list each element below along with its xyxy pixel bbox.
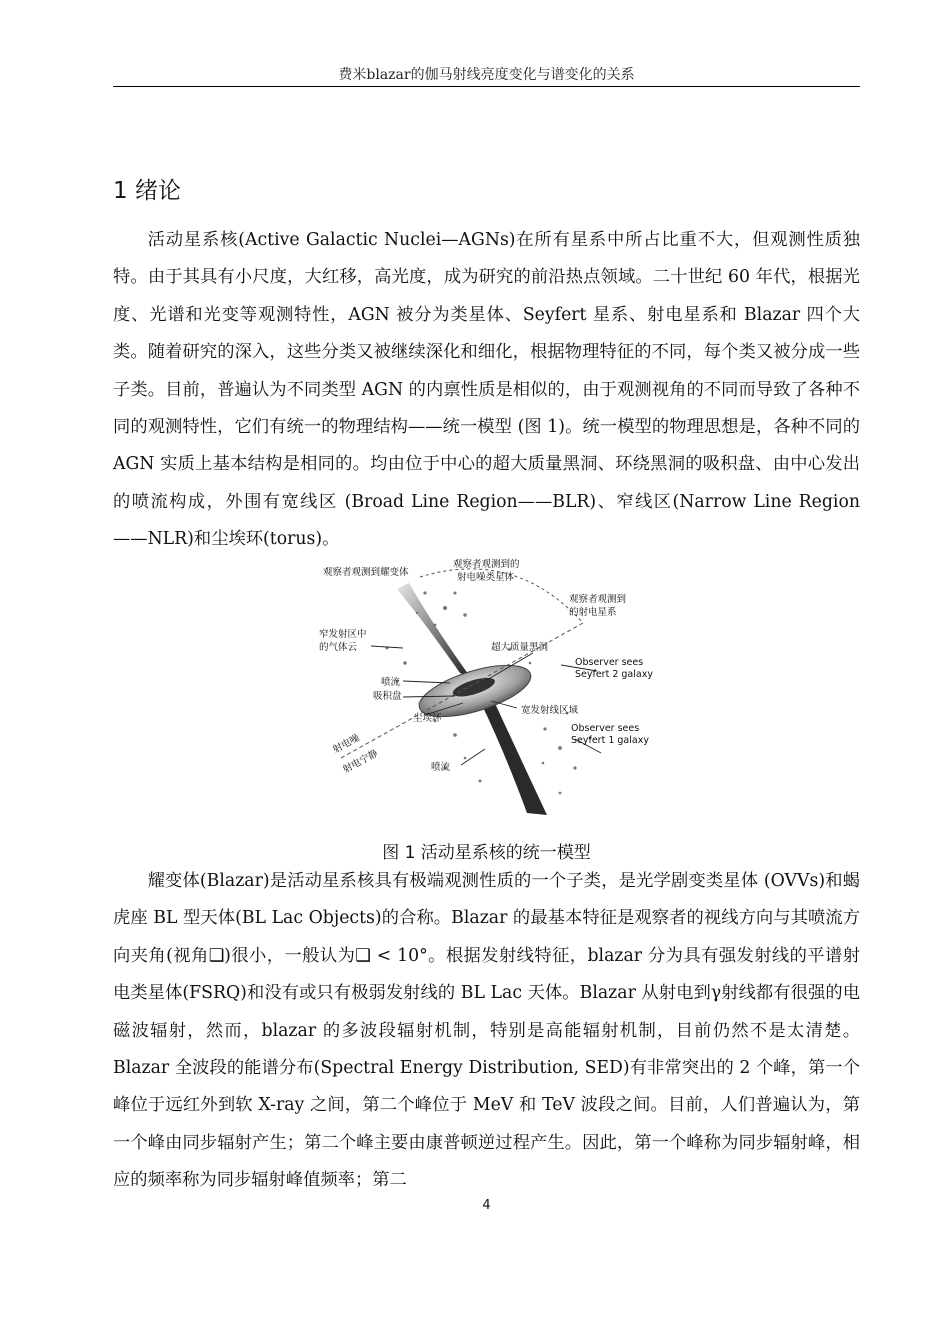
label-observer-quasar-line1: 观察者观测到的 [453, 559, 520, 570]
page-number: 4 [482, 1198, 491, 1213]
label-torus: 尘埃环 [413, 713, 442, 724]
figure-caption: 图 1 活动星系核的统一模型 [382, 843, 591, 863]
label-observer-blazar: 观察者观测到耀变体 [323, 567, 409, 578]
paragraph-text: 活动星系核(Active Galactic Nuclei—AGNs)在所有星系中所占比重不大，但观测性质独特。由于其具有小尺度，大红移，高光度，成为研究的前沿热点领域。二十世纪 60 年代，根据光度、光谱和光变等观测特性，AGN 被分为类星体、Seyfert 星系、射电星系和 Blazar 四个大类。随着研究的深入，这些分类又被继续深化和细化，根据物理特征的不同，每个类又被分成一些子类。目前，普遍认为不同类型 AGN 的内禀性质是相似的，由于观测视角的不同而导致了各种不同的观测特性，它们有统一的物理结构——统一模型 (图 1)。统一模型的物理思想是，各种不同的 AGN 实质上基本结构是相同的。均由位于中心的超大质量黑洞、环绕黑洞的吸积盘、由中心发出的喷流构成，外围有宽线区 (Broad Line Region——BLR)、窄线区(Narrow Line Region——NLR)和尘埃环(torus)。 [113, 230, 860, 550]
running-header: 费米blazar的伽马射线亮度变化与谱变化的关系 [338, 67, 635, 83]
label-radio-loud: 射电噪 [331, 732, 362, 756]
section-title: 1 绪论 [113, 178, 181, 204]
figure-unified-model [305, 553, 657, 823]
label-blr: 宽发射线区域 [521, 705, 579, 716]
label-seyfert2-line1: Observer sees [575, 657, 644, 668]
paragraph-intro [113, 222, 860, 559]
label-radio-quiet: 射电宁静 [341, 748, 380, 776]
paragraph-text: 耀变体(Blazar)是活动星系核具有极端观测性质的一个子类，是光学剧变类星体 (OVVs)和蝎虎座 BL 型天体(BL Lac Objects)的合称。Blazar 的最基本特征是观察者的视线方向与其喷流方向夹角(视角❑)很小，一般认为❑ < 10°。根据发射线特征，blazar 分为具有强发射线的平谱射电类星体(FSRQ)和没有或只有极弱发射线的 BL Lac 天体。Blazar 从射电到γ射线都有很强的电磁波辐射，然而，blazar 的多波段辐射机制，特别是高能辐射机制，目前仍然不是太清楚。Blazar 全波段的能谱分布(Spectral Energy Distribution, SED)有非常突出的 2 个峰，第一个峰位于远红外到软 X-ray 之间，第二个峰位于 MeV 和 TeV 波段之间。目前，人们普遍认为，第一个峰由同步辐射产生；第二个峰主要由康普顿逆过程产生。因此，第一个峰称为同步辐射峰，相应的频率称为同步辐射峰值频率；第二 [113, 871, 860, 1191]
label-observer-radio-line2: 的射电星系 [569, 607, 617, 618]
upper-jet-shape [397, 583, 471, 678]
label-observer-quasar-line2: 射电噪类星体 [457, 572, 515, 583]
label-accretion-disk: 吸积盘 [373, 691, 402, 702]
label-smbh: 超大质量黑洞 [491, 642, 549, 653]
label-nlr-gas-line1: 窄发射区中 [319, 629, 367, 640]
label-seyfert1-line1: Observer sees [571, 723, 640, 734]
label-jet-lower: 喷流 [431, 762, 451, 773]
lower-jet-shape [481, 699, 547, 815]
unified-model-diagram [305, 553, 657, 823]
header-rule [113, 86, 860, 87]
paragraph-blazar [113, 863, 860, 1200]
label-observer-radio-line1: 观察者观测到 [569, 594, 627, 605]
label-seyfert2-line2: Seyfert 2 galaxy [575, 669, 653, 680]
label-nlr-gas-line2: 的气体云 [319, 642, 358, 653]
label-jet-upper: 喷流 [381, 677, 401, 688]
label-seyfert1-line2: Seyfert 1 galaxy [571, 735, 649, 746]
